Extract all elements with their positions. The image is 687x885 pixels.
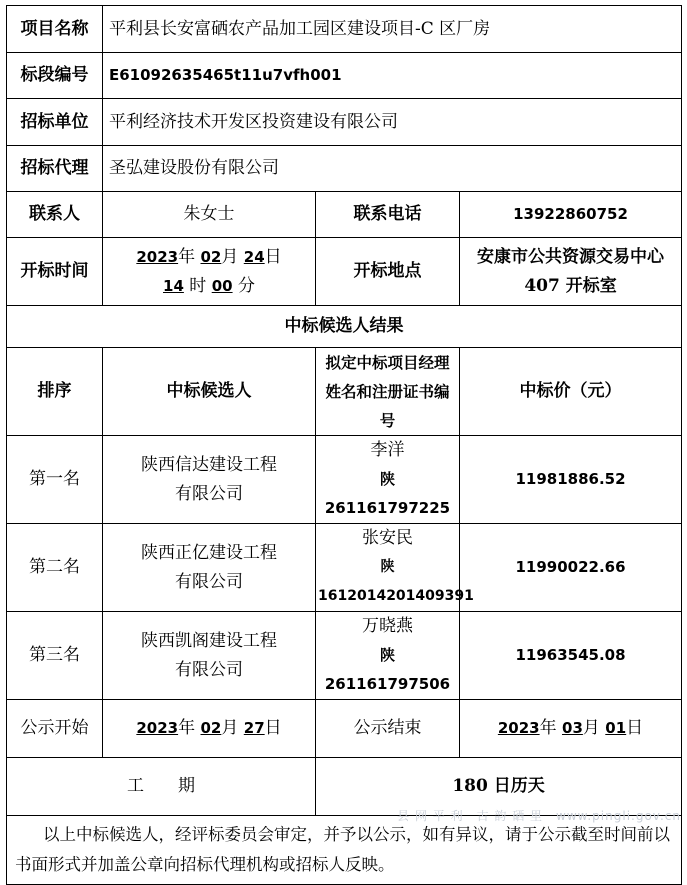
open-time-value	[103, 238, 316, 306]
unit-day: 日	[264, 718, 282, 738]
end-year: 2023	[497, 719, 540, 737]
unit-month: 月	[221, 246, 239, 267]
contact-label: 联系人	[7, 192, 103, 238]
manager-cell	[316, 612, 460, 700]
unit-year: 年	[178, 246, 196, 267]
row-opening	[7, 238, 682, 306]
manager-cell	[316, 524, 474, 612]
open-month: 02	[200, 247, 222, 266]
open-place-value	[460, 238, 682, 306]
section-number-value: E61092635465t11u7vfh001	[103, 53, 682, 99]
start-year: 2023	[136, 719, 179, 737]
project-name-value: 平利县长安富硒农产品加工园区建设项目-C 区厂房	[103, 6, 682, 53]
bid-result-table-container	[6, 5, 681, 885]
company-cell	[103, 612, 316, 700]
company-line1: 陕西凯阁建设工程	[141, 630, 277, 651]
row-tenderer	[7, 99, 682, 146]
phone-value: 13922860752	[460, 192, 682, 238]
manager-cert: 陕 261161797225	[324, 470, 451, 517]
unit-month: 月	[582, 718, 600, 738]
open-date-line	[109, 243, 309, 272]
tenderer-value: 平利经济技术开发区投资建设有限公司	[103, 99, 682, 146]
row-results-header	[7, 348, 682, 436]
header-manager-line2: 姓名和注册证书编号	[325, 382, 450, 430]
end-day: 01	[605, 719, 627, 737]
project-name-label: 项目名称	[7, 6, 103, 53]
header-manager	[316, 348, 460, 436]
row-publicity	[7, 700, 682, 758]
watermark: 县 网 平 利 古 韵 硒 里 www.pingli.gov.cn	[397, 809, 681, 823]
contact-value: 朱女士	[103, 192, 316, 238]
unit-hour: 时	[189, 275, 207, 296]
header-manager-line1: 拟定中标项目经理	[325, 353, 450, 372]
open-place-label: 开标地点	[316, 238, 460, 306]
end-month: 03	[562, 719, 583, 737]
row-agent	[7, 146, 682, 192]
row-section-number	[7, 53, 682, 99]
open-hour: 14	[163, 276, 184, 295]
rank-cell: 第二名	[7, 524, 103, 612]
manager-cert: 陕 261161797506	[324, 646, 451, 693]
unit-day: 日	[264, 246, 282, 267]
results-title: 中标候选人结果	[7, 306, 682, 348]
section-number-label: 标段编号	[7, 53, 103, 99]
unit-year: 年	[539, 718, 557, 738]
header-price: 中标价（元）	[460, 348, 682, 436]
row-note	[7, 816, 682, 885]
header-candidate: 中标候选人	[103, 348, 316, 436]
start-day: 27	[243, 719, 265, 737]
manager-cell	[316, 436, 460, 524]
open-clock-line	[109, 272, 309, 301]
bid-result-table	[6, 5, 682, 885]
open-place-line2: 407 开标室	[524, 275, 617, 296]
phone-label: 联系电话	[316, 192, 460, 238]
notice-text: 以上中标候选人，经评标委员会审定，并予以公示，如有异议，请于公示截至时间前以书面形式并加盖公章向招标代理机构或招标人反映。	[7, 816, 682, 885]
rank-cell: 第三名	[7, 612, 103, 700]
publicity-start-value	[103, 700, 316, 758]
manager-name: 张安民	[362, 528, 413, 548]
company-line2: 有限公司	[175, 659, 243, 680]
company-line2: 有限公司	[175, 571, 243, 592]
company-line1: 陕西正亿建设工程	[141, 542, 277, 563]
open-day: 24	[243, 247, 265, 266]
manager-cert: 陕 1612014201409391	[318, 559, 474, 604]
company-cell	[103, 524, 316, 612]
company-line1: 陕西信达建设工程	[141, 454, 277, 475]
table-row	[7, 436, 682, 524]
manager-name: 万晓燕	[362, 616, 413, 636]
unit-minute: 分	[237, 275, 255, 296]
price-cell: 11981886.52	[460, 436, 682, 524]
price-cell: 11963545.08	[460, 612, 682, 700]
header-rank: 排序	[7, 348, 103, 436]
price-cell: 11990022.66	[460, 524, 682, 612]
duration-value: 180 日历天	[316, 758, 682, 816]
agent-value: 圣弘建设股份有限公司	[103, 146, 682, 192]
manager-name: 李洋	[370, 440, 405, 460]
open-place-line1: 安康市公共资源交易中心	[477, 246, 665, 267]
publicity-end-value	[460, 700, 682, 758]
row-contact	[7, 192, 682, 238]
company-line2: 有限公司	[175, 483, 243, 504]
duration-label: 工 期	[7, 758, 316, 816]
open-year: 2023	[136, 247, 179, 266]
open-minute: 00	[211, 276, 233, 295]
unit-day: 日	[626, 718, 644, 738]
unit-month: 月	[221, 718, 239, 738]
start-month: 02	[200, 719, 222, 737]
row-project-name	[7, 6, 682, 53]
agent-label: 招标代理	[7, 146, 103, 192]
company-cell	[103, 436, 316, 524]
table-row	[7, 612, 682, 700]
table-row	[7, 524, 682, 612]
unit-year: 年	[178, 718, 196, 738]
publicity-end-label: 公示结束	[316, 700, 460, 758]
row-results-title	[7, 306, 682, 348]
open-time-label: 开标时间	[7, 238, 103, 306]
publicity-start-label: 公示开始	[7, 700, 103, 758]
tenderer-label: 招标单位	[7, 99, 103, 146]
rank-cell: 第一名	[7, 436, 103, 524]
